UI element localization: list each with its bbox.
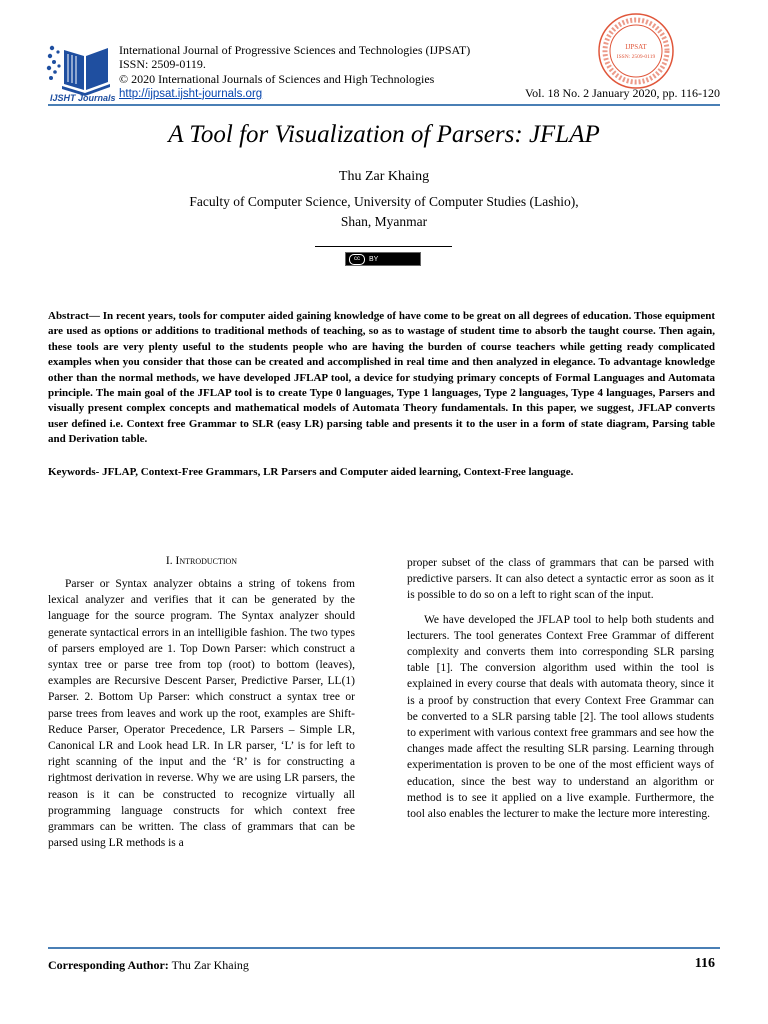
title-divider	[315, 246, 452, 247]
affiliation-line-2: Shan, Myanmar	[340, 214, 428, 229]
keywords: Keywords- JFLAP, Context-Free Grammars, LR Parsers and Computer aided learning, Context-Free language.	[48, 466, 574, 478]
section-heading-introduction: I. Introduction	[165, 555, 238, 567]
header-rule	[48, 104, 720, 106]
author-name: Thu Zar Khaing	[338, 169, 430, 184]
intro-paragraph-2: We have developed the JFLAP tool to help both students and lecturers. The tool generates Context Free Grammar of different complexity and converts them into corresponding SLR parsing table [1]. The conversion algorithm used within the tool is explained in every course that deals with automata theory, since it is a proof by construction that every Context Free Grammar can be converted to a SLR parsing table [2]. The tool allows students to experiment with various context free grammars and see how the changes made affect the resulting SLR parsing. Learning through experimentation is proven to be one of the most efficient ways of education, since the best way to understand an algorithm or method is to see it applied on a live example. Furthermore, the tool also enables the lecturer to make the lecture more interesting.	[407, 613, 714, 821]
affiliation	[0, 192, 768, 232]
volume-info: Vol. 18 No. 2 January 2020, pp. 116-120	[525, 86, 720, 100]
logo-caption: IJSHT Journals	[50, 93, 116, 103]
cc-icon: cc	[349, 254, 365, 265]
right-column	[407, 555, 714, 822]
intro-paragraph-1-continued: proper subset of the class of grammars that can be parsed with predictive parsers. It can also detect a syntactic error as soon as it is possible to do so on a left to right scan of the input.	[407, 557, 714, 602]
cc-license-label: BY	[369, 255, 379, 263]
stamp-top-text: IJPSAT	[625, 43, 647, 51]
intro-paragraph-1: Parser or Syntax analyzer obtains a string of tokens from lexical analyzer and verifies that it can be generated by the language for the source program. The Syntax analyzer should generate syntactical errors in an intelligible fashion. The two types of parsers employed are 1. Top Down Parser: which construct a syntax tree or parse tree from top (root) to bottom (leaves), examples are Recursive Descent Parser, Predictive Parser, LL(1) Parser. 2. Bottom Up Parser: which construct a syntax tree or parse trees from leaves and work up the root, examples are Shift-Reduce Parser, Operator Precedence, LR Parsers – Simple LR, Canonical LR and Look head LR. In LR parser, ‘L’ is for left to right scanning of the input and the ‘R’ is for constructing a rightmost derivation in reverse. Why we are using LR parsers, the reason is it can be constructed to recognize virtually all programming language constructs for which context free grammars can be written. The class of grammars that can be parsed using LR methods is a	[48, 578, 355, 850]
journal-url-link[interactable]: http://ijpsat.ijsht-journals.org	[119, 87, 263, 100]
issn: ISSN: 2509-0119.	[119, 57, 206, 72]
left-column	[48, 576, 355, 851]
corresponding-label: Corresponding Author:	[48, 958, 169, 972]
journal-name: International Journal of Progressive Sciences and Technologies (IJPSAT)	[119, 43, 471, 57]
corresponding-name: Thu Zar Khaing	[171, 958, 249, 972]
journal-seal	[597, 12, 675, 90]
abstract: Abstract— In recent years, tools for computer aided gaining knowledge of have come to be great on all degrees of education. Those equipment are used as options or additions to traditional methods of teaching, so as to wastage of student time to absorb the taught course. Then again, these tools are very plenty useful to the students people who are having the burden of course teachers while getting ready complicated examples when you consider that those can be created and accomplished in real time and then analyzed in elegance. To advantage knowledge other than the normal methods, we have developed JFLAP tool, a device for studying primary concepts of Formal Languages and Automata principle. The main goal of the JFLAP tool is to create Type 0 languages, Type 1 languages, Type 2 languages, Type 4 languages, Parsers and visually present complex concepts and mathematical models of Automata Theory fundamentals. In this paper, we suggest, JFLAP converts user defined i.e. Context free Grammar to SLR (easy LR) parsing table and presents it to the user in a form of state diagram, Parsing table and Derivation table.	[48, 310, 715, 446]
stamp-issn-text: ISSN: 2509-0119	[616, 54, 656, 60]
paper-title: A Tool for Visualization of Parsers: JFLAP	[168, 121, 600, 148]
corresponding-author	[48, 958, 249, 973]
page-number: 116	[694, 956, 715, 971]
cc-license-badge[interactable]	[345, 252, 421, 266]
copyright: © 2020 International Journals of Sciences and High Technologies	[119, 71, 435, 86]
journal-header	[119, 43, 470, 101]
footer-rule	[48, 947, 720, 949]
affiliation-line-1: Faculty of Computer Science, University of Computer Studies (Lashio),	[189, 194, 579, 209]
